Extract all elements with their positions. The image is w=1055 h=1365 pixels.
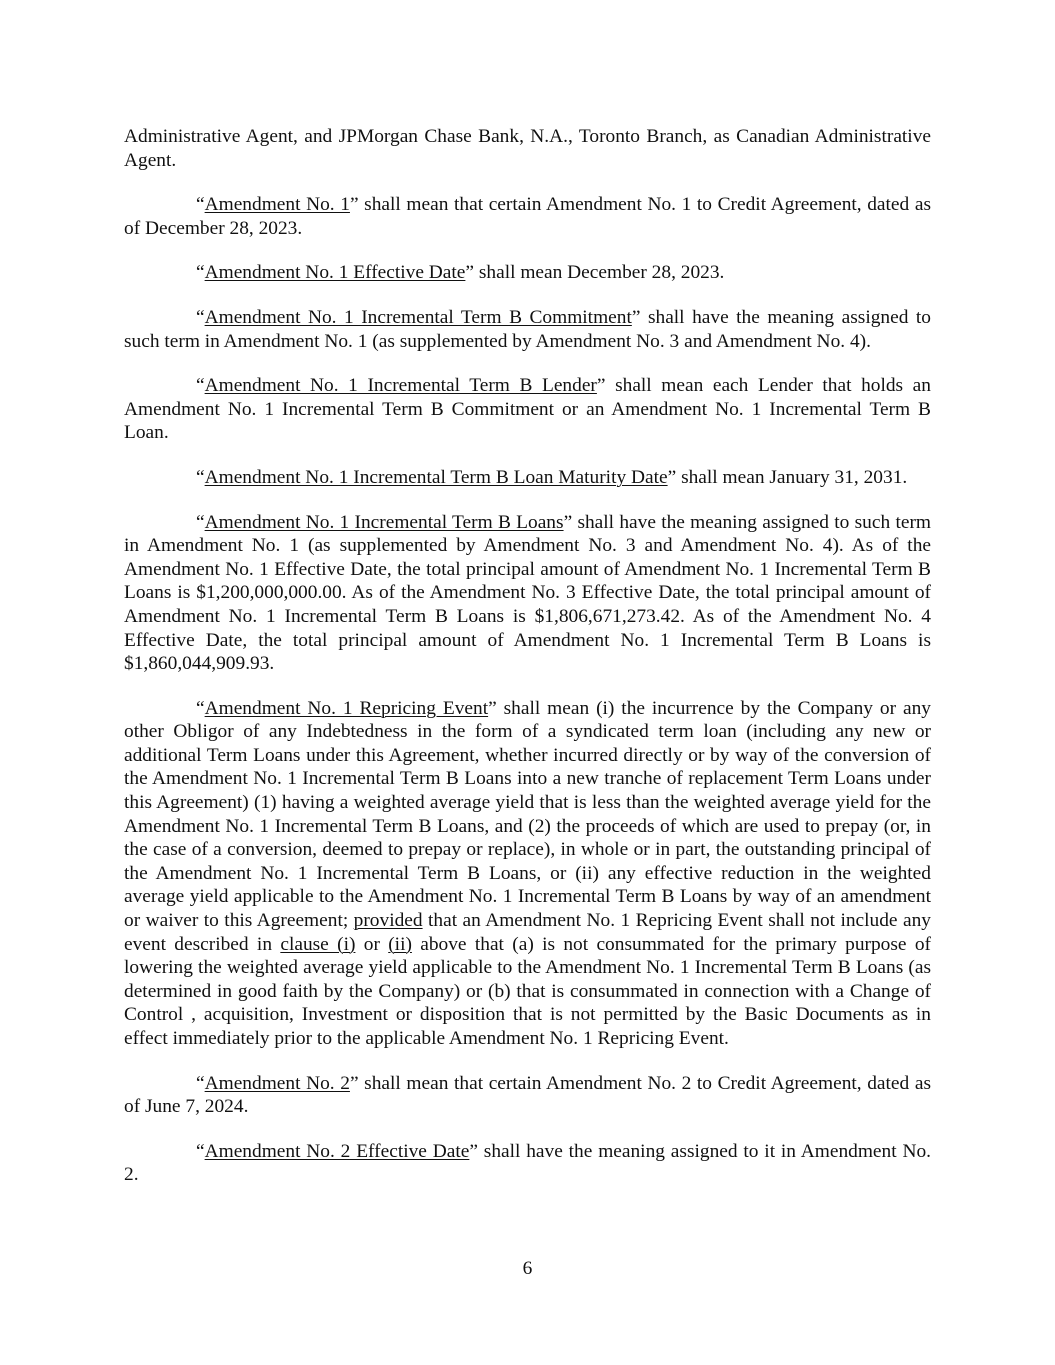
open-quote: “	[196, 194, 205, 216]
clause-i-reference: clause (i)	[280, 933, 356, 955]
open-quote: “	[196, 511, 205, 533]
definition-text: ” shall have the meaning assigned to such term in Amendment No. 1 (as supplemented by Amendment No. 3 and Amendment No. 4). As of the Amendment No. 1 Effective Date, the total principal amount of Amendment No. 1 Incremental Term B Loans is $1,200,000,000.00. As of the Amendment No. 3 Effective Date, the total principal amount of Amendment No. 1 Incremental Term B Loans is $1,806,671,273.42. As of the Amendment No. 4 Effective Date, the total principal amount of Amendment No. 1 Incremental Term B Loans is $1,860,044,909.93.	[124, 511, 931, 675]
document-page	[124, 125, 931, 1208]
open-quote: “	[196, 375, 205, 397]
definition-amendment-no-1	[124, 193, 931, 240]
definition-text: that an Amendment No. 1 Repricing Event shall not include any event described in	[124, 910, 931, 955]
definition-text: above that (a) is not consummated for the primary purpose of lowering the weighted average yield applicable to the Amendment No. 1 Incremental Term B Loans (as determined in good faith by the Company) or (b) that is consummated in connection with a Change of Control , acquisition, Investment or disposition that is not permitted by the Basic Documents as in effect immediately prior to the applicable Amendment No. 1 Repricing Event.	[124, 933, 931, 1049]
definition-text: ” shall have the meaning assigned to such term in Amendment No. 1 (as supplemented by Amendment No. 3 and Amendment No. 4).	[124, 306, 931, 352]
definition-incremental-term-b-loan-maturity-date	[124, 466, 931, 490]
definition-text: ” shall mean each Lender that holds an Amendment No. 1 Incremental Term B Commitment or an Amendment No. 1 Incremental Term B Loan.	[124, 375, 931, 444]
defined-term: Amendment No. 1 Effective Date	[204, 262, 466, 284]
open-quote: “	[196, 1072, 205, 1094]
open-quote: “	[196, 306, 205, 328]
definition-text: or	[355, 933, 389, 955]
open-quote: “	[196, 1140, 205, 1162]
defined-term: Amendment No. 2	[204, 1072, 350, 1094]
definition-incremental-term-b-lender	[124, 374, 931, 445]
definition-text: ” shall mean December 28, 2023.	[465, 262, 725, 284]
definition-text: ” shall have the meaning assigned to it in Amendment No. 2.	[124, 1140, 931, 1186]
open-quote: “	[196, 262, 205, 284]
defined-term: Amendment No. 1	[204, 194, 350, 216]
open-quote: “	[196, 466, 205, 488]
definition-text: ” shall mean January 31, 2031.	[667, 466, 908, 488]
clause-ii-reference: (ii)	[388, 933, 412, 955]
defined-term: Amendment No. 1 Incremental Term B Loans	[204, 511, 564, 533]
open-quote: “	[196, 697, 205, 719]
intro-paragraph: Administrative Agent, and JPMorgan Chase Bank, N.A., Toronto Branch, as Canadian Administrative Agent.	[124, 126, 931, 171]
definition-incremental-term-b-loans	[124, 511, 931, 676]
page-number: 6	[522, 1258, 533, 1279]
definition-repricing-event	[124, 697, 931, 1051]
defined-term: Amendment No. 2 Effective Date	[204, 1140, 470, 1162]
definition-incremental-term-b-commitment	[124, 306, 931, 353]
defined-term: Amendment No. 1 Repricing Event	[204, 697, 489, 719]
definition-text: ” shall mean that certain Amendment No. 1 to Credit Agreement, dated as of December 28, 2023.	[124, 194, 931, 239]
definition-amendment-no-2-effective-date	[124, 1140, 931, 1187]
defined-term: Amendment No. 1 Incremental Term B Lender	[204, 375, 597, 397]
provided-term: provided	[353, 910, 423, 932]
definition-amendment-no-2	[124, 1072, 931, 1119]
defined-term: Amendment No. 1 Incremental Term B Commitment	[204, 306, 632, 328]
defined-term: Amendment No. 1 Incremental Term B Loan Maturity Date	[204, 466, 668, 488]
definition-text: ” shall mean that certain Amendment No. 2 to Credit Agreement, dated as of June 7, 2024.	[124, 1072, 931, 1118]
definition-amendment-no-1-effective-date	[124, 261, 931, 285]
definition-text: ” shall mean (i) the incurrence by the Company or any other Obligor of any Indebtedness in the form of a syndicated term loan (including any new or additional Term Loans under this Agreement, whether incurred directly or by way of the conversion of the Amendment No. 1 Incremental Term B Loans into a new tranche of replacement Term Loans under this Agreement) (1) having a weighted average yield that is less than the weighted average yield for the Amendment No. 1 Incremental Term B Loans, and (2) the proceeds of which are used to prepay (or, in the case of a conversion, deemed to prepay or replace), in whole or in part, the outstanding principal of the Amendment No. 1 Incremental Term B Loans, or (ii) any effective reduction in the weighted average yield applicable to the Amendment No. 1 Incremental Term B Loans by way of an amendment or waiver to this Agreement;	[124, 697, 931, 932]
